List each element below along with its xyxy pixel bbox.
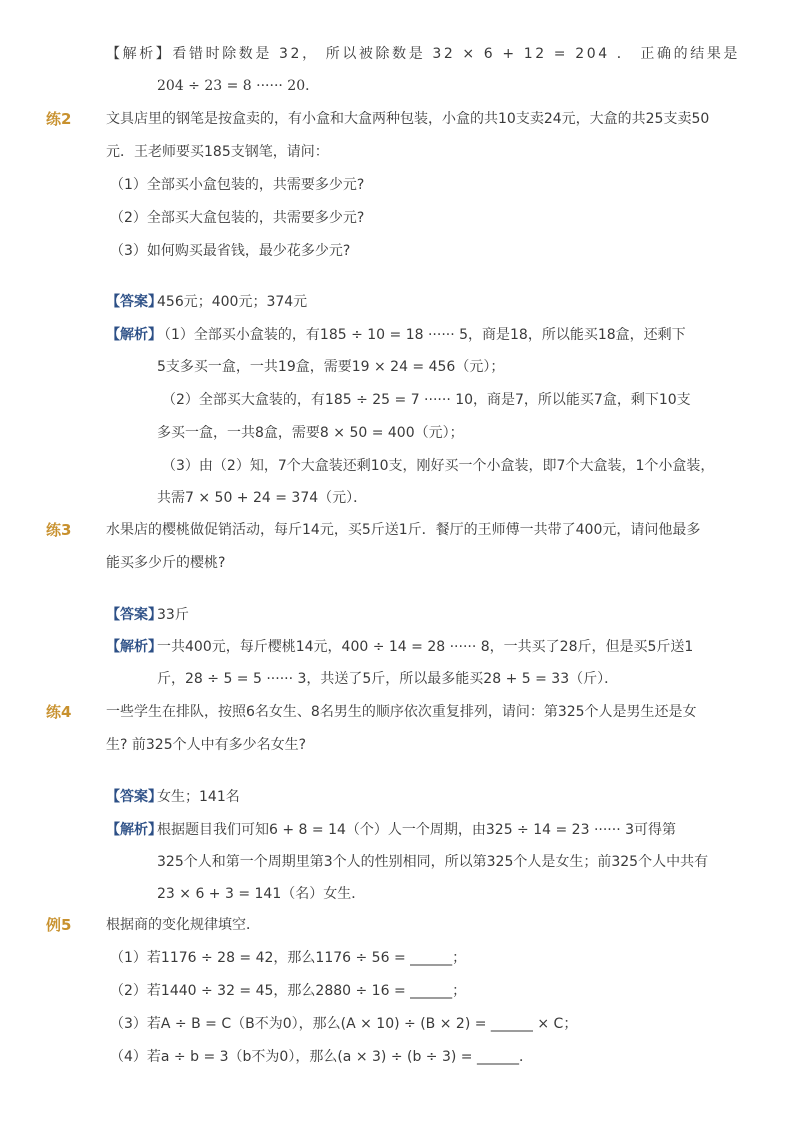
solution-line [0, 818, 800, 842]
answer-line [0, 785, 800, 809]
sub-question-text: （3）若A ÷ B = C（B不为0），那么(A × 10) ÷ (B × 2) = ______ × C； [110, 1016, 578, 1032]
question-text: 文具店里的钢笔是按盒卖的，有小盒和大盒两种包装，小盒的共10支卖24元，大盒的共25支卖50 [106, 111, 710, 127]
text-line [0, 140, 800, 164]
question-text: 水果店的樱桃做促销活动，每斤14元，买5斤送1斤．餐厅的王师傅一共带了400元，请问他最多 [106, 522, 701, 538]
sub-question [0, 239, 800, 263]
sub-question-text: （2）全部买大盒包装的，共需要多少元? [110, 210, 365, 226]
solution-line [0, 323, 800, 347]
exercise-header [0, 518, 800, 542]
sub-question-text: （1）若1176 ÷ 28 = 42，那么1176 ÷ 56 = ______； [110, 950, 467, 966]
solution-text: 斤，28 ÷ 5 = 5 ······ 3，共送了5斤，所以最多能买28 + 5 = 33（斤）． [157, 671, 619, 687]
solution-text: （3）由（2）知，7个大盒装还剩10支，刚好买一个小盒装，即7个大盒装，1个小盒装， [162, 458, 715, 474]
answer-line [0, 290, 800, 314]
solution-text: 325个人和第一个周期里第3个人的性别相同，所以第325个人是女生；前325个人中共有 [157, 854, 709, 870]
text-line [0, 882, 800, 906]
question-text: 一些学生在排队，按照6名女生、8名男生的顺序依次重复排列，请问：第325个人是男生还是女 [106, 704, 697, 720]
sub-question [0, 206, 800, 230]
example-header [0, 913, 800, 937]
sub-question-text: （1）全部买小盒包装的，共需要多少元? [110, 177, 365, 193]
solution-text: 一共400元，每斤樱桃14元，400 ÷ 14 = 28 ······ 8，一共买了28斤，但是买5斤送1 [157, 639, 694, 655]
sub-question-text: （2）若1440 ÷ 32 = 45，那么2880 ÷ 16 = ______； [110, 983, 467, 999]
solution-text: （2）全部买大盒装的，有185 ÷ 25 = 7 ······ 10，商是7，所以能买7盒，剩下10支 [162, 392, 691, 408]
exercise-header [0, 107, 800, 131]
text-line [0, 667, 800, 691]
text-line [0, 421, 800, 445]
sub-question [0, 979, 800, 1003]
text-line [0, 733, 800, 757]
text-line [0, 74, 800, 98]
answer-label: 【答案】 [106, 607, 162, 623]
sub-question [0, 173, 800, 197]
solution-text: 【解析】看错时除数是 32， 所以被除数是 32 × 6 + 12 = 204 ． 正确的结果是 [106, 46, 741, 62]
solution-label: 【解析】 [106, 822, 162, 838]
solution-line [0, 635, 800, 659]
exercise-tag: 练2 [46, 110, 72, 128]
question-text: 能买多少斤的樱桃? [106, 555, 226, 571]
question-text: 生? 前325个人中有多少名女生? [106, 737, 307, 753]
answer-label: 【答案】 [106, 789, 162, 805]
sub-question [0, 946, 800, 970]
exercise-header [0, 700, 800, 724]
question-text: 元．王老师要买185支钢笔，请问： [106, 144, 329, 160]
solution-text: 204 ÷ 23 = 8 ······ 20． [157, 78, 320, 94]
sub-question [0, 1012, 800, 1036]
answer-line [0, 603, 800, 627]
example-tag: 例5 [46, 916, 72, 934]
answer-text: 女生；141名 [157, 789, 240, 805]
solution-text: 多买一盒，一共8盒，需要8 × 50 = 400（元）； [157, 425, 464, 441]
sub-question [0, 1045, 800, 1069]
text-line [0, 850, 800, 874]
solution-label: 【解析】 [106, 639, 162, 655]
solution-text: （1）全部买小盒装的，有185 ÷ 10 = 18 ······ 5，商是18，所以能买18盒，还剩下 [157, 327, 686, 343]
solution-text: 共需7 × 50 + 24 = 374（元）． [157, 490, 368, 506]
solution-text: 5支多买一盒，一共19盒，需要19 × 24 = 456（元）； [157, 359, 505, 375]
text-line [0, 486, 800, 510]
text-line [0, 355, 800, 379]
solution-label: 【解析】 [106, 327, 162, 343]
text-line [0, 388, 800, 412]
solution-text: 根据题目我们可知6 + 8 = 14（个）人一个周期，由325 ÷ 14 = 23 ······ 3可得第 [157, 822, 677, 838]
answer-text: 33斤 [157, 607, 189, 623]
answer-text: 456元；400元；374元 [157, 294, 308, 310]
text-line [0, 42, 800, 66]
solution-text: 23 × 6 + 3 = 141（名）女生． [157, 886, 366, 902]
sub-question-text: （4）若a ÷ b = 3（b不为0），那么(a × 3) ÷ (b ÷ 3) = ______． [110, 1049, 533, 1065]
text-line [0, 551, 800, 575]
question-text: 根据商的变化规律填空． [106, 917, 260, 933]
sub-question-text: （3）如何购买最省钱，最少花多少元? [110, 243, 351, 259]
text-line [0, 454, 800, 478]
exercise-tag: 练3 [46, 521, 72, 539]
exercise-tag: 练4 [46, 703, 72, 721]
answer-label: 【答案】 [106, 294, 162, 310]
